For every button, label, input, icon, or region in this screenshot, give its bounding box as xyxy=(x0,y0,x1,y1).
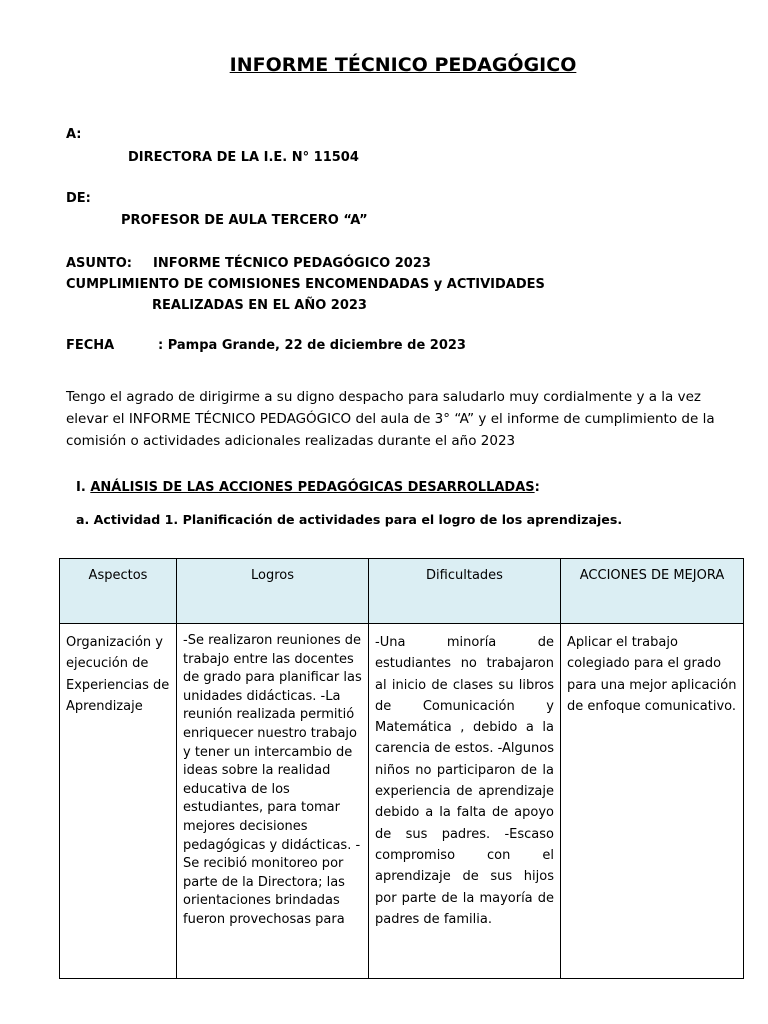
subject-line-2: CUMPLIMIENTO DE COMISIONES ENCOMENDADAS y ACTIVIDADES xyxy=(66,277,545,292)
page-title: INFORME TÉCNICO PEDAGÓGICO xyxy=(229,54,577,76)
actions-table xyxy=(59,558,744,979)
table-header-row xyxy=(60,559,744,624)
cell-acciones: Aplicar el trabajo colegiado para el grado para una mejor aplicación de enfoque comunicativo. xyxy=(561,624,744,979)
header-dificultades: Dificultades xyxy=(369,559,561,624)
section-number: I. xyxy=(76,480,86,495)
subsection-heading: a. Actividad 1. Planificación de actividades para el logro de los aprendizajes. xyxy=(76,512,623,527)
sender-label: DE: xyxy=(66,191,91,206)
intro-paragraph: Tengo el agrado de dirigirme a su digno despacho para saludarlo muy cordialmente y a la vez elevar el INFORME TÉCNICO PEDAGÓGICO del aula de 3° “A” y el informe de cumplimiento de la comisión o actividades adicionales realizadas durante el año 2023 xyxy=(66,389,715,449)
cell-dificultades: -Una minoría de estudiantes no trabajaron al inicio de clases su libros de Comunicación y Matemática , debido a la carencia de estos. -Algunos niños no participaron de la experiencia de aprendizaje debido a la falta de apoyo de sus padres. -Escaso compromiso con el aprendizaje de sus hijos por parte de la mayoría de padres de familia. xyxy=(369,624,561,979)
header-aspectos: Aspectos xyxy=(60,559,177,624)
sender-value: PROFESOR DE AULA TERCERO “A” xyxy=(121,213,368,228)
cell-aspectos: Organización y ejecución de Experiencias de Aprendizaje xyxy=(60,624,177,979)
subject-line-3: REALIZADAS EN EL AÑO 2023 xyxy=(152,298,367,313)
date-value: : Pampa Grande, 22 de diciembre de 2023 xyxy=(158,338,466,353)
cell-logros: -Se realizaron reuniones de trabajo entre las docentes de grado para planificar las unidades didácticas. -La reunión realizada permitió enriquecer nuestro trabajo y tener un intercambio de ideas sobre la realidad educativa de los estudiantes, para tomar mejores decisiones pedagógicas y didácticas. -Se recibió monitoreo por parte de la Directora; las orientaciones brindadas fueron provechosas para xyxy=(177,624,369,979)
header-acciones: ACCIONES DE MEJORA xyxy=(561,559,744,624)
subject-line-1: INFORME TÉCNICO PEDAGÓGICO 2023 xyxy=(153,256,431,271)
table-row xyxy=(60,624,744,979)
subject-label: ASUNTO: xyxy=(66,256,132,271)
recipient-value: DIRECTORA DE LA I.E. N° 11504 xyxy=(128,150,359,165)
section-heading xyxy=(76,480,540,495)
section-colon: : xyxy=(534,480,540,495)
recipient-label: A: xyxy=(66,127,82,142)
header-logros: Logros xyxy=(177,559,369,624)
section-title: ANÁLISIS DE LAS ACCIONES PEDAGÓGICAS DESARROLLADAS xyxy=(90,480,535,495)
date-label: FECHA xyxy=(66,338,115,353)
